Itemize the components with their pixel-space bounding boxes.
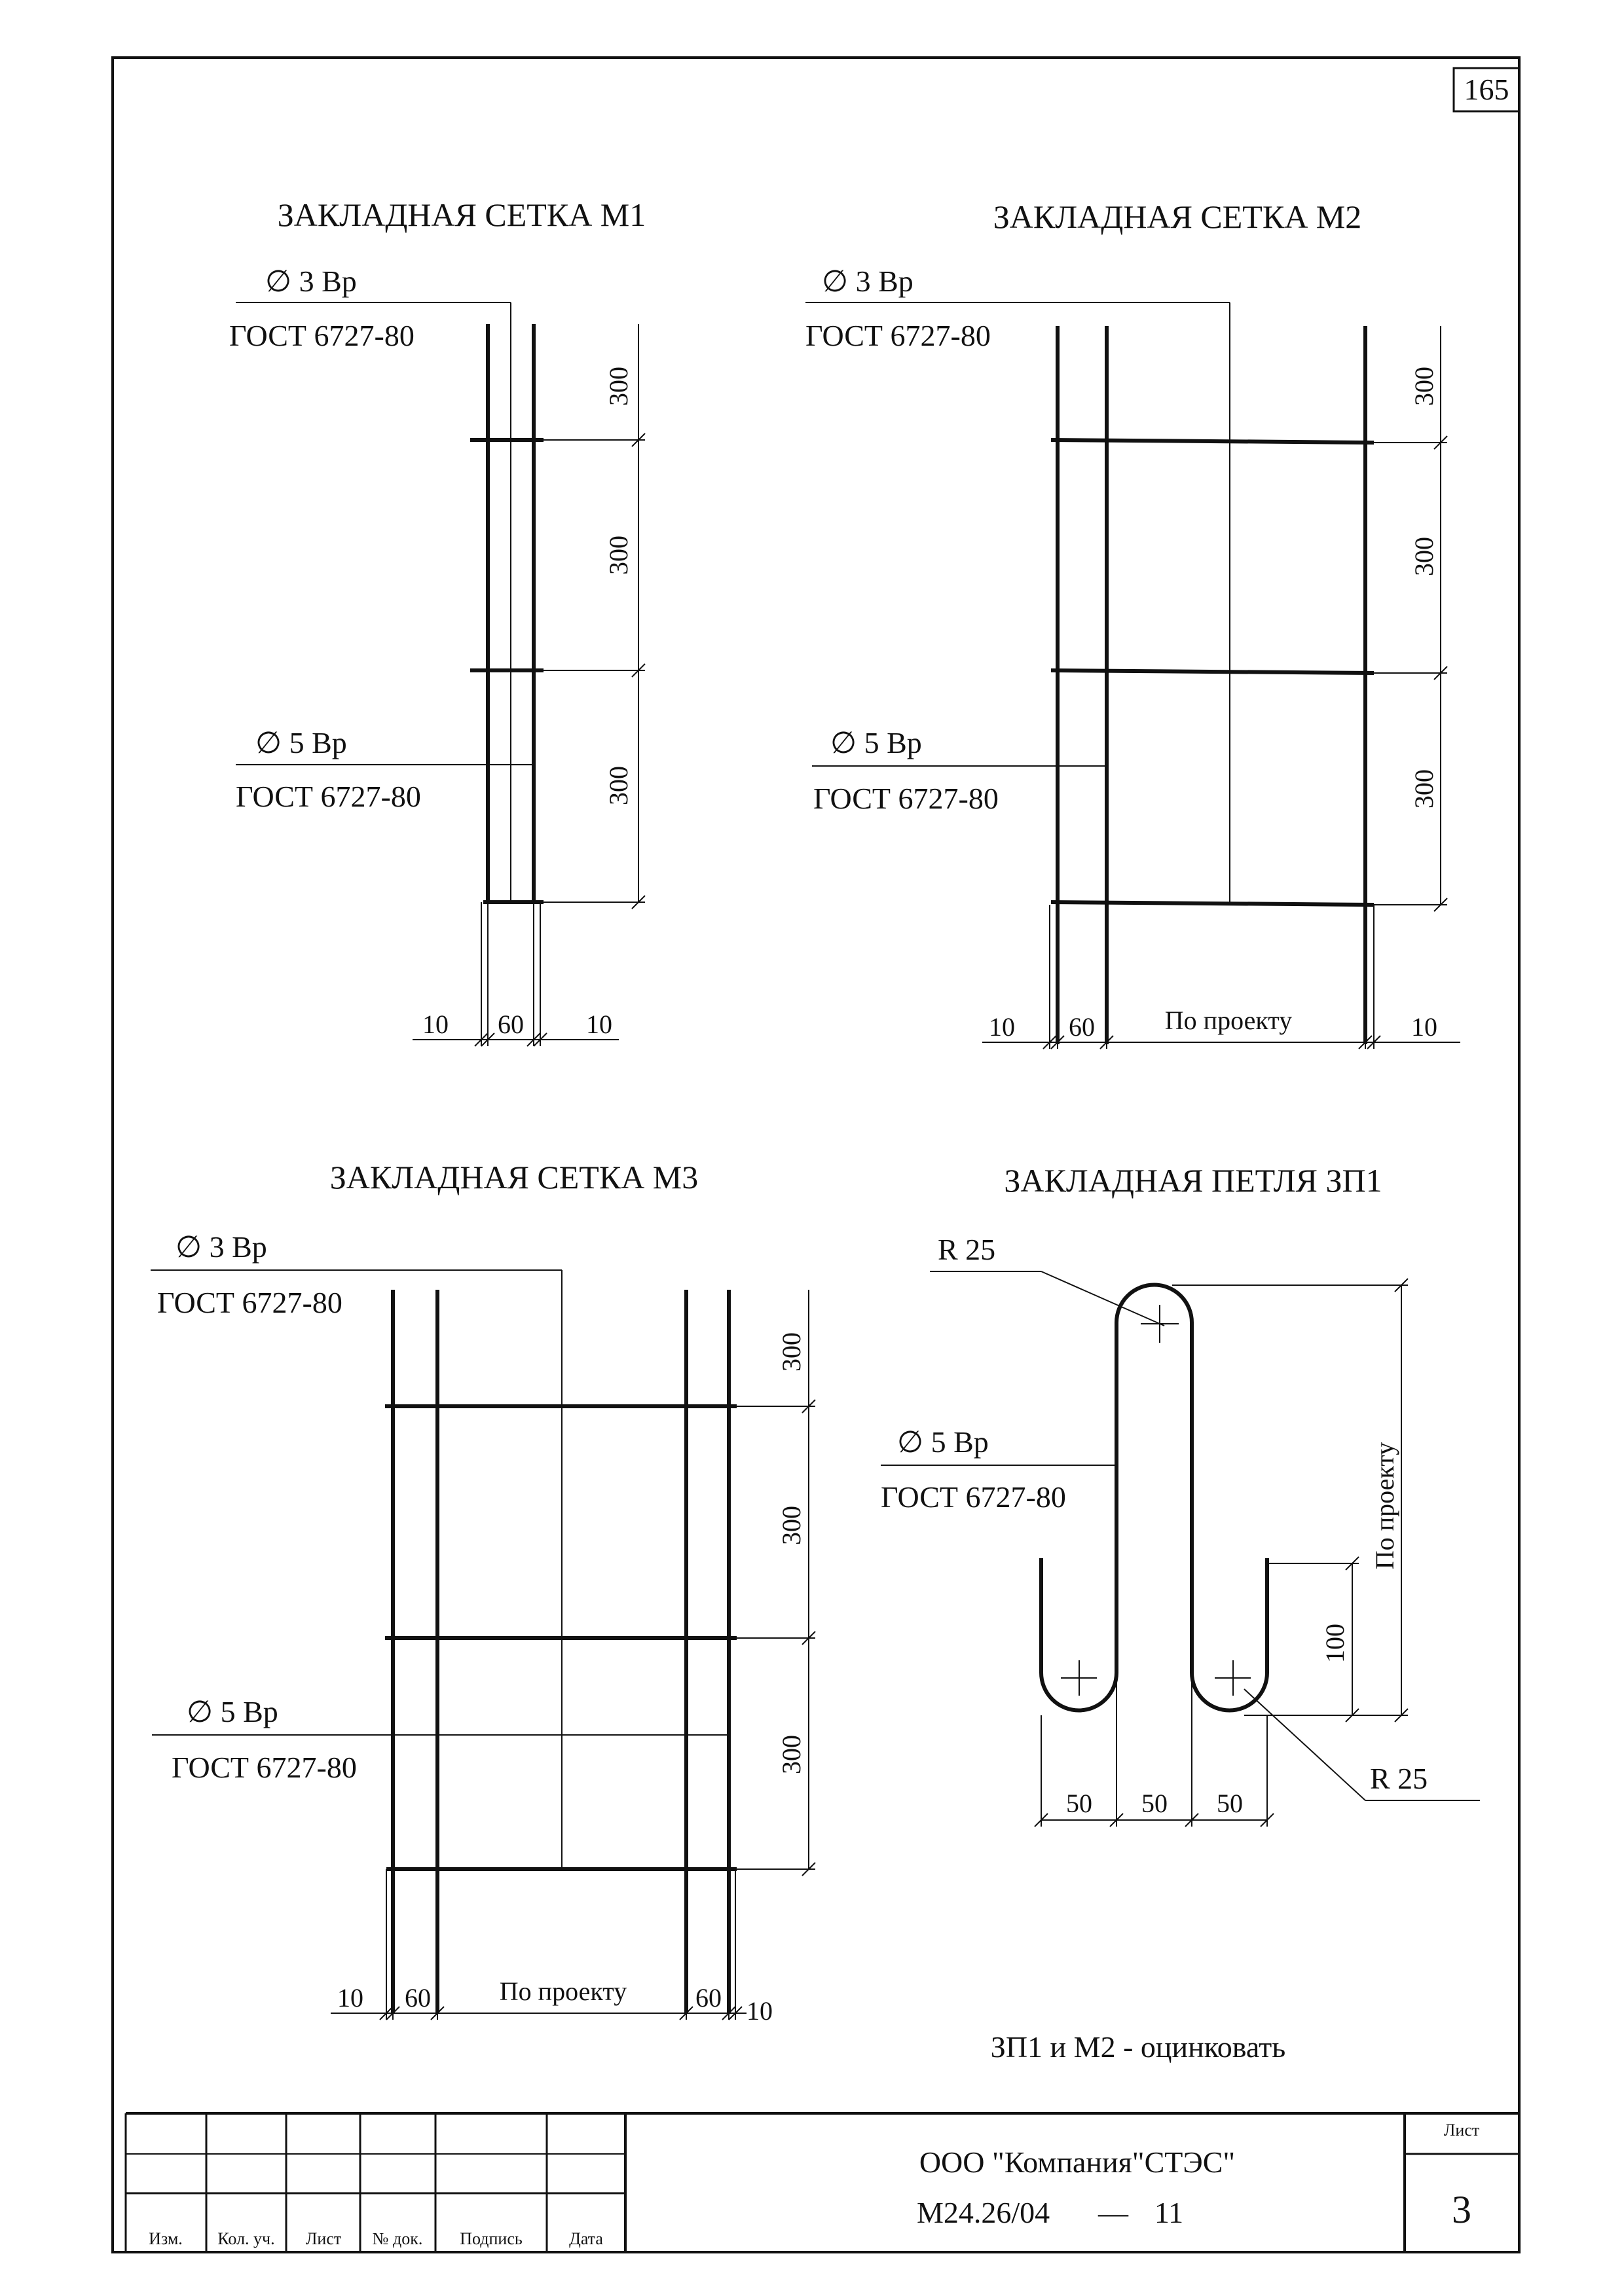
m2-dim-h2: 60 — [1069, 1012, 1095, 1042]
m1-dim-v1: 300 — [604, 367, 633, 406]
m1-wire-top-label: ∅ 3 Вр — [265, 264, 357, 298]
m1-dim-h2: 60 — [498, 1010, 524, 1039]
m2-gost-bot: ГОСТ 6727-80 — [813, 782, 999, 815]
m3-dim-v2: 300 — [777, 1506, 806, 1545]
drawing-frame — [113, 58, 1519, 2252]
m3-title: ЗАКЛАДНАЯ СЕТКА М3 — [329, 1159, 699, 1195]
zp1-gost: ГОСТ 6727-80 — [881, 1480, 1066, 1514]
m3-gost-top: ГОСТ 6727-80 — [157, 1286, 342, 1319]
m2-cross-3 — [1051, 902, 1374, 905]
zp1-loop-wire — [1041, 1285, 1267, 1710]
m2-wire-top-label: ∅ 3 Вр — [822, 264, 913, 298]
zp1-dim-100: 100 — [1320, 1624, 1350, 1663]
tb-col-izm: Изм. — [149, 2229, 183, 2248]
m3-dim-h5: 10 — [747, 1996, 773, 2026]
m3-dim-h1: 10 — [337, 1983, 363, 2013]
m1-wire-bot-label: ∅ 5 Вр — [255, 726, 347, 759]
m2-dim-h4: 10 — [1411, 1012, 1437, 1042]
tb-doc-num: 11 — [1154, 2196, 1184, 2229]
m1-gost-bot: ГОСТ 6727-80 — [236, 780, 421, 813]
m2-cross-1 — [1051, 440, 1374, 443]
tb-col-podpis: Подпись — [460, 2229, 523, 2248]
m2-dim-v2: 300 — [1409, 537, 1439, 576]
m3-dim-h3: По проекту — [499, 1977, 627, 2006]
tb-sheet-value: 3 — [1452, 2188, 1471, 2231]
m3-wire-bot-label: ∅ 5 Вр — [187, 1695, 278, 1728]
tb-sheet-label: Лист — [1443, 2121, 1480, 2140]
zp1-centre-left — [1061, 1660, 1097, 1696]
m2-gost-top: ГОСТ 6727-80 — [805, 319, 991, 352]
m1-gost-top: ГОСТ 6727-80 — [229, 319, 415, 352]
zp1-wire: ∅ 5 Вр — [897, 1425, 989, 1459]
mesh-m3 — [151, 1159, 815, 2026]
m3-dim-v1: 300 — [777, 1332, 806, 1372]
zp1-radius-top: R 25 — [938, 1233, 996, 1266]
m1-dim-v2: 300 — [604, 536, 633, 575]
zp1-dim-height: По проекту — [1370, 1442, 1399, 1570]
sheet-number-top: 165 — [1464, 73, 1509, 106]
loop-zp1 — [881, 1162, 1480, 1827]
galvanize-note: ЗП1 и М2 - оцинковать — [990, 2030, 1286, 2064]
m2-dim-v1: 300 — [1409, 367, 1439, 406]
zp1-centre-top — [1141, 1305, 1179, 1343]
zp1-dim-w2: 50 — [1141, 1789, 1168, 1818]
m2-cross-2 — [1051, 670, 1374, 673]
tb-doc-dash: — — [1098, 2196, 1128, 2229]
tb-company: ООО "Компания"СТЭС" — [919, 2145, 1236, 2179]
m3-dim-v3: 300 — [777, 1735, 806, 1774]
m1-dim-h1: 10 — [422, 1010, 449, 1039]
tb-col-kol: Кол. уч. — [217, 2229, 275, 2248]
tb-col-data: Дата — [569, 2229, 603, 2248]
m3-wire-top-label: ∅ 3 Вр — [175, 1230, 267, 1264]
m1-title: ЗАКЛАДНАЯ СЕТКА М1 — [277, 196, 646, 233]
tb-doc-code: М24.26/04 — [917, 2196, 1050, 2229]
tb-col-list: Лист — [305, 2229, 342, 2248]
m3-dim-h4: 60 — [695, 1983, 722, 2013]
m2-dim-h1: 10 — [989, 1012, 1015, 1042]
m2-title: ЗАКЛАДНАЯ СЕТКА М2 — [993, 198, 1362, 235]
zp1-radius-top-leader — [1041, 1271, 1164, 1326]
title-block — [126, 2113, 1519, 2252]
zp1-title: ЗАКЛАДНАЯ ПЕТЛЯ ЗП1 — [1004, 1162, 1382, 1199]
zp1-radius-bot-leader — [1244, 1689, 1365, 1800]
m1-dim-v3: 300 — [604, 766, 633, 805]
m2-wire-bot-label: ∅ 5 Вр — [830, 726, 922, 759]
zp1-dim-w3: 50 — [1217, 1789, 1243, 1818]
mesh-m2 — [805, 198, 1460, 1049]
m2-dim-h3: По проекту — [1164, 1006, 1293, 1035]
m3-dim-h2: 60 — [405, 1983, 431, 2013]
mesh-m1 — [229, 196, 646, 1046]
m1-dim-h3: 10 — [586, 1010, 612, 1039]
zp1-radius-bot: R 25 — [1370, 1762, 1428, 1795]
zp1-dim-w1: 50 — [1066, 1789, 1092, 1818]
m3-gost-bot: ГОСТ 6727-80 — [172, 1751, 357, 1784]
tb-col-ndok: № док. — [372, 2229, 423, 2248]
m2-dim-v3: 300 — [1409, 769, 1439, 809]
